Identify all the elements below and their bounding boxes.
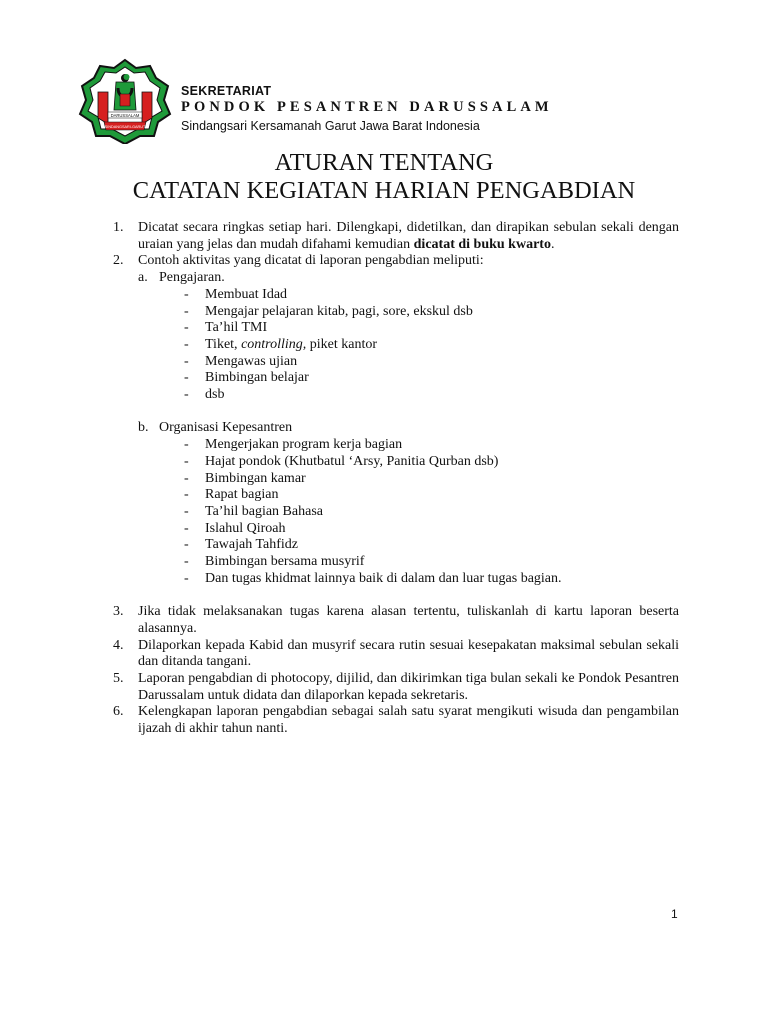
page-number: 1 bbox=[671, 907, 678, 921]
letterhead-line1: SEKRETARIAT bbox=[181, 84, 272, 98]
item-number: 3. bbox=[113, 604, 124, 620]
dash-item: - dsb bbox=[184, 387, 225, 403]
item-text-end: . bbox=[550, 236, 555, 252]
dash-item: - Tawajah Tahfidz bbox=[184, 537, 299, 553]
dash-item: - Dan tugas khidmat lainnya baik di dalam dan luar tugas bagian. bbox=[184, 570, 562, 586]
item-text: Laporan pengabdian di photocopy, dijilid, dan dikirimkan tiga bulan sekali ke Pondok Pesantren Darussalam untuk didata dan dilaporkan kepada sekretaris. bbox=[138, 670, 679, 703]
list-item bbox=[113, 638, 679, 671]
sublist-letter: b. bbox=[138, 420, 149, 436]
item-number: 5. bbox=[113, 670, 124, 686]
dash-item: - Mengerjakan program kerja bagian bbox=[184, 437, 403, 453]
svg-text:SINDANGSARI-GARUT: SINDANGSARI-GARUT bbox=[104, 125, 146, 129]
title-line1: ATURAN TENTANG bbox=[274, 149, 494, 176]
pesantren-logo bbox=[78, 58, 172, 144]
dash-item: - Ta’hil bagian Bahasa bbox=[184, 503, 323, 519]
dash-item: - Mengajar pelajaran kitab, pagi, sore, ekskul dsb bbox=[184, 303, 473, 319]
sublist-a bbox=[138, 270, 679, 287]
title-line2: CATATAN KEGIATAN HARIAN PENGABDIAN bbox=[132, 177, 636, 204]
item-number: 4. bbox=[113, 637, 124, 653]
letterhead-address: Sindangsari Kersamanah Garut Jawa Barat Indonesia bbox=[181, 119, 480, 133]
item-text: Dicatat secara ringkas setiap hari. Dilengkapi, didetilkan, dan dirapikan sebulan sekali dengan uraian yang jelas dan mudah difahami kemudian bbox=[138, 220, 679, 252]
dash-item: - Membuat Idad bbox=[184, 286, 288, 302]
item-text: Jika tidak melaksanakan tugas karena alasan tertentu, tuliskanlah di kartu laporan beserta alasannya. bbox=[138, 604, 679, 636]
item-text: Dilaporkan kepada Kabid dan musyrif secara rutin sesuai kesepakatan maksimal sebulan sekali dan ditanda tangani. bbox=[138, 637, 679, 670]
dash-item: - Rapat bagian bbox=[184, 487, 279, 503]
sublist-letter: a. bbox=[138, 270, 148, 286]
list-item bbox=[113, 220, 679, 253]
dash-item: - Bimbingan belajar bbox=[184, 370, 309, 386]
sublist-label: Organisasi Kepesantren bbox=[159, 420, 293, 436]
item-number: 6. bbox=[113, 704, 124, 720]
dash-item: - Mengawas ujian bbox=[184, 353, 298, 369]
dash-item: - Bimbingan bersama musyrif bbox=[184, 554, 365, 570]
document-title bbox=[0, 149, 768, 205]
list-item bbox=[113, 704, 679, 737]
dash-item: - Tiket, controlling, piket kantor bbox=[184, 336, 378, 352]
item-number: 2. bbox=[113, 253, 124, 269]
item-text: Contoh aktivitas yang dicatat di laporan pengabdian meliputi: bbox=[138, 253, 484, 269]
rules-list bbox=[113, 220, 679, 738]
letterhead-institution: PONDOK PESANTREN DARUSSALAM bbox=[181, 99, 553, 115]
svg-text:DARUSSALAM: DARUSSALAM bbox=[110, 113, 140, 118]
list-item bbox=[113, 253, 679, 604]
item-text-bold: dicatat di buku kwarto bbox=[413, 236, 551, 252]
list-item bbox=[113, 671, 679, 704]
letterhead bbox=[181, 84, 553, 135]
sublist-label: Pengajaran. bbox=[159, 270, 225, 286]
dash-item: - Bimbingan kamar bbox=[184, 470, 306, 486]
list-item bbox=[113, 604, 679, 637]
item-number: 1. bbox=[113, 220, 124, 235]
dash-item: - Ta’hil TMI bbox=[184, 320, 268, 336]
sublist-b bbox=[138, 420, 679, 437]
item-text: Kelengkapan laporan pengabdian sebagai salah satu syarat mengikuti wisuda dan pengambilan ijazah di akhir tahun nanti. bbox=[138, 704, 679, 737]
dash-item: - Hajat pondok (Khutbatul ‘Arsy, Panitia Qurban dsb) bbox=[184, 453, 499, 469]
dash-item: - Islahul Qiroah bbox=[184, 520, 286, 536]
